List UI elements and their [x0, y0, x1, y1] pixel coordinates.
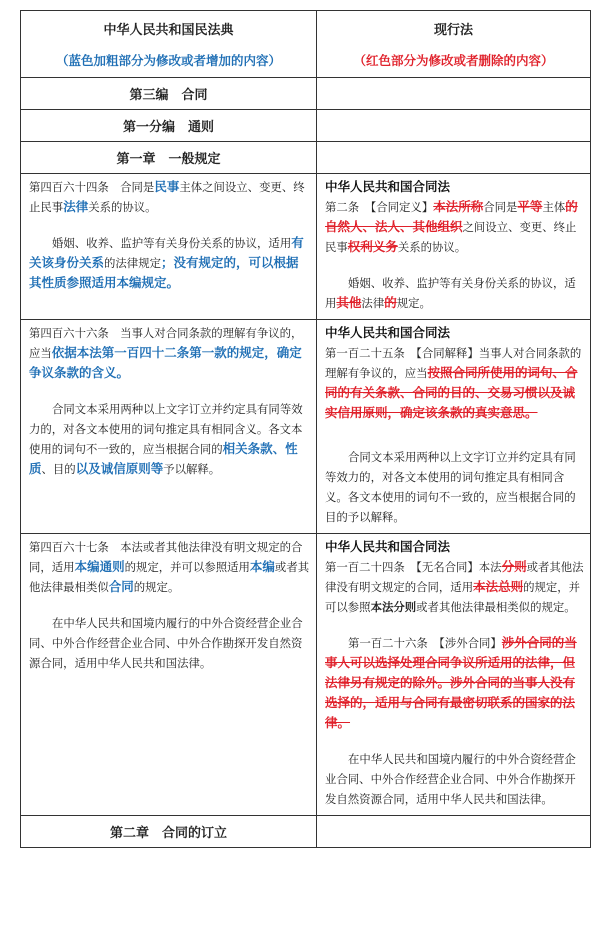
blue-legend-note: （蓝色加粗部分为修改或者增加的内容）	[55, 53, 281, 68]
law-title: 中华人民共和国合同法	[325, 325, 451, 340]
header-row	[21, 11, 591, 78]
article-row-464	[21, 174, 591, 320]
part-heading: 第三编 合同	[21, 78, 317, 110]
current-law-title: 现行法	[433, 23, 473, 38]
chapter1-row	[21, 142, 591, 174]
article-row-467	[21, 534, 591, 816]
chapter2-heading: 第二章 合同的订立	[21, 816, 317, 848]
header-right	[317, 11, 591, 78]
subpart-heading: 第一分编 通则	[21, 110, 317, 142]
red-legend-note: （红色部分为修改或者删除的内容）	[353, 53, 554, 68]
chapter2-row	[21, 816, 591, 848]
contract-law-article-125: 中华人民共和国合同法 第一百二十五条 【合同解释】当事人对合同条款的理解有争议的，应当按照合同所使用的词句、合同的有关条款、合同的目的、交易习惯以及诚实信用原则，确定该条款的真实意思。 合同文本采用两种以上文字订立并约定具有同等效力的，对各文本使用的词句推定具有相同含义。各文本使用的词句不一致的，应当根据合同的目的予以解释。	[317, 320, 591, 534]
part-row	[21, 78, 591, 110]
civil-code-article-466: 第四百六十六条 当事人对合同条款的理解有争议的，应当依据本法第一百四十二条第一款的规定，确定争议条款的含义。 合同文本采用两种以上文字订立并约定具有同等效力的，对各文本使用的词句推定具有相同含义。各文本使用的词句不一致的，应当根据合同的相关条款、性质、目的以及诚信原则等予以解释。	[21, 320, 317, 534]
civil-code-article-467: 第四百六十七条 本法或者其他法律没有明文规定的合同，适用本编通则的规定，并可以参照适用本编或者其他法律最相类似合同的规定。 在中华人民共和国境内履行的中外合资经营企业合同、中外合作经营企业合同、中外合作勘探开发自然资源合同，适用中华人民共和国法律。	[21, 534, 317, 816]
article-row-466	[21, 320, 591, 534]
comparison-table	[20, 10, 591, 848]
law-title: 中华人民共和国合同法	[325, 539, 451, 554]
subpart-row	[21, 110, 591, 142]
contract-law-articles-124-126: 中华人民共和国合同法 第一百二十四条 【无名合同】本法分则或者其他法律没有明文规定的合同，适用本法总则的规定，并可以参照本法分则或者其他法律最相类似的规定。 第一百二十六条 【涉外合同】涉外合同的当事人可以选择处理合同争议所适用的法律，但法律另有规定的除外。涉外合同的当事人没有选择的，适用与合同有最密切联系的国家的法律。 在中华人民共和国境内履行的中外合资经营企业合同、中外合作经营企业合同、中外合作勘探开发自然资源合同，适用中华人民共和国法律。	[317, 534, 591, 816]
chapter1-heading: 第一章 一般规定	[21, 142, 317, 174]
contract-law-article-2: 中华人民共和国合同法 第二条 【合同定义】本法所称合同是平等主体的自然人、法人、其他组织之间设立、变更、终止民事权利义务关系的协议。 婚姻、收养、监护等有关身份关系的协议，适用其他法律的规定。	[317, 174, 591, 320]
header-left	[21, 11, 317, 78]
civil-code-title: 中华人民共和国民法典	[103, 23, 234, 38]
civil-code-article-464: 第四百六十四条 合同是民事主体之间设立、变更、终止民事法律关系的协议。 婚姻、收养、监护等有关身份关系的协议，适用有关该身份关系的法律规定；没有规定的，可以根据其性质参照适用本编规定。	[21, 174, 317, 320]
law-title: 中华人民共和国合同法	[325, 179, 451, 194]
